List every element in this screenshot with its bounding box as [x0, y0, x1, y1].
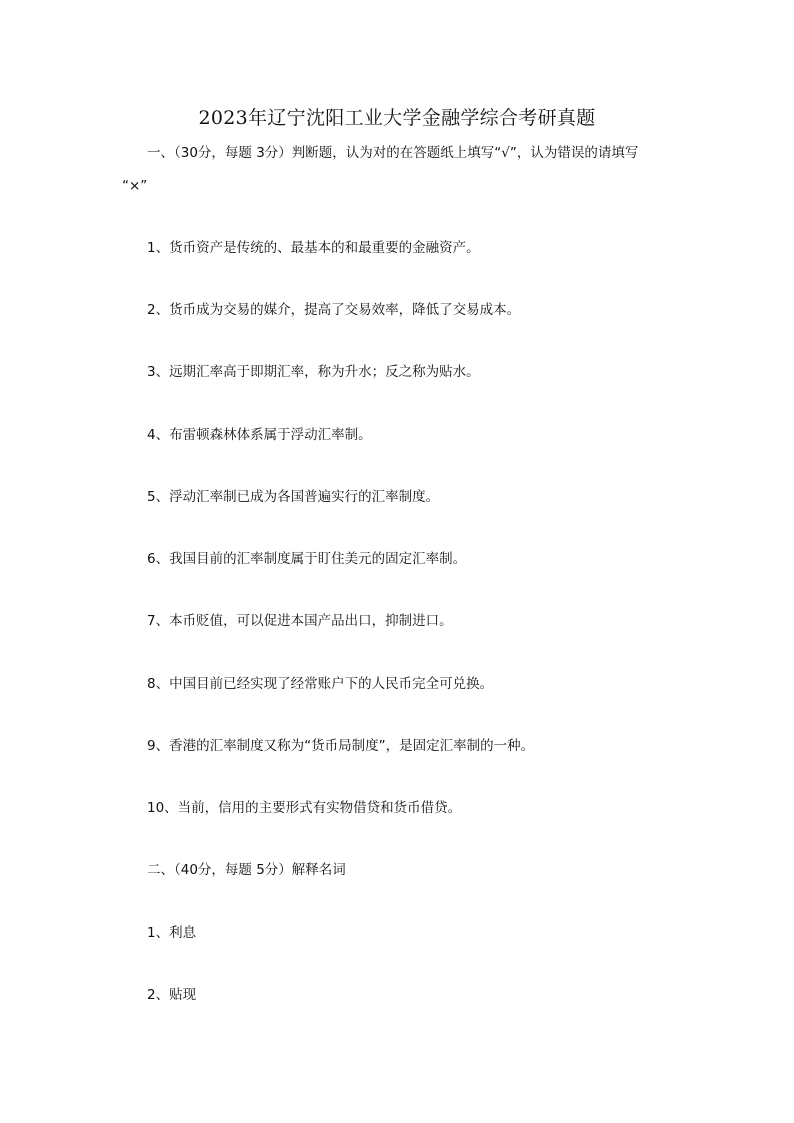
section-1-header-continued: “×” — [122, 178, 148, 194]
judgment-item-7: 7、本币贬值，可以促进本国产品出口，抑制进口。 — [147, 613, 453, 629]
judgment-item-10: 10、当前，信用的主要形式有实物借贷和货币借贷。 — [147, 800, 462, 816]
judgment-item-5: 5、浮动汇率制已成为各国普遍实行的汇率制度。 — [147, 489, 440, 505]
section-2-header: 二、（40分，每题 5分）解释名词 — [147, 862, 346, 878]
judgment-item-8: 8、中国目前已经实现了经常账户下的人民币完全可兑换。 — [147, 676, 494, 692]
page-title: 2023年辽宁沈阳工业大学金融学综合考研真题 — [198, 107, 596, 129]
term-item-2: 2、贴现 — [147, 987, 197, 1003]
judgment-item-1: 1、货币资产是传统的、最基本的和最重要的金融资产。 — [147, 240, 480, 256]
section-1-header: 一、（30分，每题 3分）判断题，认为对的在答题纸上填写“√”，认为错误的请填写 — [147, 145, 639, 161]
judgment-item-9: 9、香港的汇率制度又称为“货币局制度”，是固定汇率制的一种。 — [147, 738, 535, 754]
judgment-item-6: 6、我国目前的汇率制度属于盯住美元的固定汇率制。 — [147, 551, 467, 567]
judgment-item-2: 2、货币成为交易的媒介，提高了交易效率，降低了交易成本。 — [147, 302, 521, 318]
term-item-1: 1、利息 — [147, 925, 197, 941]
judgment-item-3: 3、远期汇率高于即期汇率，称为升水；反之称为贴水。 — [147, 364, 480, 380]
judgment-item-4: 4、布雷顿森林体系属于浮动汇率制。 — [147, 427, 372, 443]
